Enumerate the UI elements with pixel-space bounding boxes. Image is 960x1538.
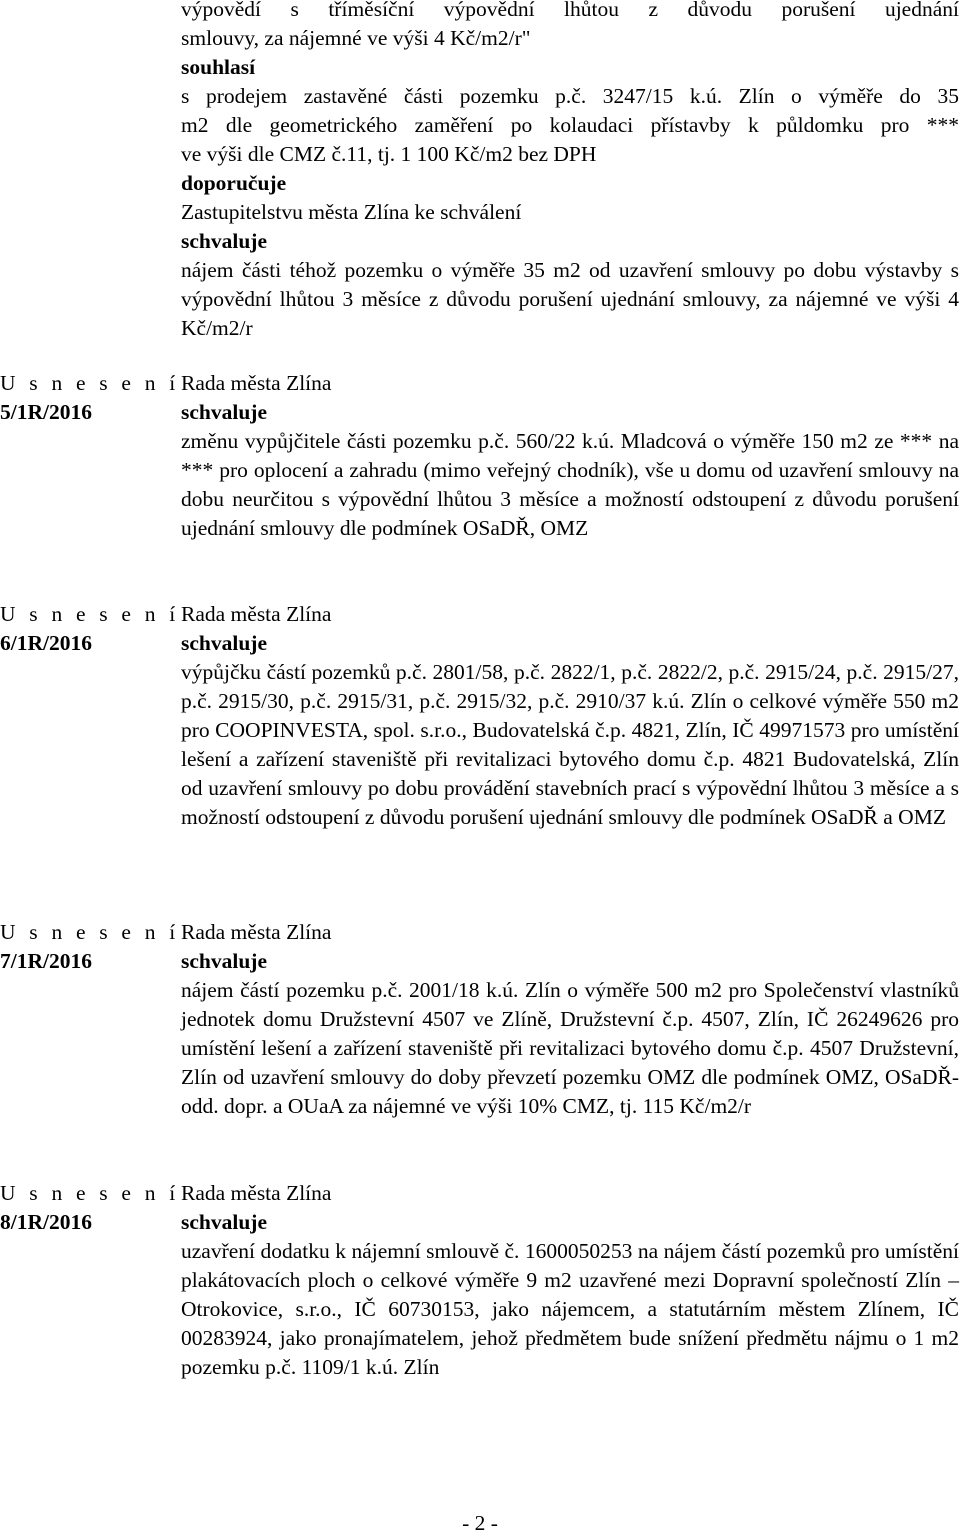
resolution-label: U s n e s e n í [0,1181,180,1205]
resolution-heading [0,600,180,658]
resolution-body-title: Rada města Zlína [181,602,332,626]
resolution-heading [0,1179,180,1237]
resolution-body-title: Rada města Zlína [181,1181,332,1205]
intro-line: ve výši dle CMZ č.11, tj. 1 100 Kč/m2 bez DPH [181,142,597,166]
intro-line: s prodejem zastavěné části pozemku p.č. 3247/15 k.ú. Zlín o výměře do 35 [181,84,959,108]
intro-line: smlouvy, za nájemné ve výši 4 Kč/m2/r" [181,26,531,50]
resolution-number: 6/1R/2016 [0,631,92,655]
resolution-heading [0,918,180,976]
resolution-verb: schvaluje [181,400,267,424]
resolution-label: U s n e s e n í [0,371,180,395]
resolution-label: U s n e s e n í [0,602,180,626]
intro-line: výpovědí s tříměsíční výpovědní lhůtou z důvodu porušení ujednání [181,0,959,21]
intro-block [181,0,959,343]
resolution-text: výpůjčku částí pozemků p.č. 2801/58, p.č. 2822/1, p.č. 2822/2, p.č. 2915/24, p.č. 2915/27, p.č. 2915/30, p.č. 2915/31, p.č. 2915/32, p.č. 2910/37 k.ú. Zlín o celkové výměře 550 m2 pro COOPINVESTA, spol. s.r.o., Budovatelská č.p. 4821, Zlín, IČ 49971573 pro umístění lešení a zařízení staveniště při revitalizaci bytového domu č.p. 4821 Budovatelská, Zlín od uzavření smlouvy po dobu provádění stavebních prací s výpovědní lhůtou 3 měsíce a s možností odstoupení z důvodu porušení ujednání smlouvy dle podmínek OSaDŘ a OMZ [181,660,959,829]
resolution-body [181,918,959,1121]
resolution-body-title: Rada města Zlína [181,371,332,395]
resolution-number: 7/1R/2016 [0,949,92,973]
resolution-heading [0,369,180,427]
intro-verb: souhlasí [181,55,256,79]
resolution-verb: schvaluje [181,631,267,655]
intro-paragraph: nájem části téhož pozemku o výměře 35 m2 od uzavření smlouvy po dobu výstavby s výpovědní lhůtou 3 měsíce z důvodu porušení ujednání smlouvy, za nájemné ve výši 4 Kč/m2/r [181,258,959,340]
intro-line: m2 dle geometrického zaměření po kolaudaci přístavby k půldomku pro *** [181,113,959,137]
resolution-label: U s n e s e n í [0,920,180,944]
intro-verb: doporučuje [181,171,287,195]
resolution-body-title: Rada města Zlína [181,920,332,944]
resolution-verb: schvaluje [181,949,267,973]
resolution-text: nájem částí pozemku p.č. 2001/18 k.ú. Zlín o výměře 500 m2 pro Společenství vlastníků jednotek domu Družstevní 4507 ve Zlíně, Družstevní č.p. 4507, Zlín, IČ 26249626 pro umístění lešení a zařízení staveniště při revitalizaci bytového domu č.p. 4507 Družstevní, Zlín od uzavření smlouvy do doby převzetí pozemku OMZ dle podmínek OMZ, OSaDŘ-odd. dopr. a OUaA za nájemné ve výši 10% CMZ, tj. 115 Kč/m2/r [181,978,959,1118]
resolution-text: uzavření dodatku k nájemní smlouvě č. 1600050253 na nájem částí pozemků pro umístění plakátovacích ploch o celkové výměře 9 m2 uzavřené mezi Dopravní společností Zlín – Otrokovice, s.r.o., IČ 60730153, jako nájemcem, a statutárním městem Zlínem, IČ 00283924, jako pronajímatelem, jehož předmětem bude snížení předmětu nájmu o 1 m2 pozemku p.č. 1109/1 k.ú. Zlín [181,1239,959,1379]
intro-line: Zastupitelstvu města Zlína ke schválení [181,200,522,224]
resolution-body [181,600,959,832]
resolution-body [181,1179,959,1382]
resolution-number: 5/1R/2016 [0,400,92,424]
intro-verb: schvaluje [181,229,267,253]
resolution-body [181,369,959,543]
resolution-text: změnu vypůjčitele části pozemku p.č. 560/22 k.ú. Mladcová o výměře 150 m2 ze *** na *** pro oplocení a zahradu (mimo veřejný chodník), vše u domu od uzavření smlouvy na dobu neurčitou s výpovědní lhůtou 3 měsíce a možností odstoupení z důvodu porušení ujednání smlouvy dle podmínek OSaDŘ, OMZ [181,429,959,540]
resolution-number: 8/1R/2016 [0,1210,92,1234]
resolution-verb: schvaluje [181,1210,267,1234]
page-number: - 2 - [462,1511,498,1535]
